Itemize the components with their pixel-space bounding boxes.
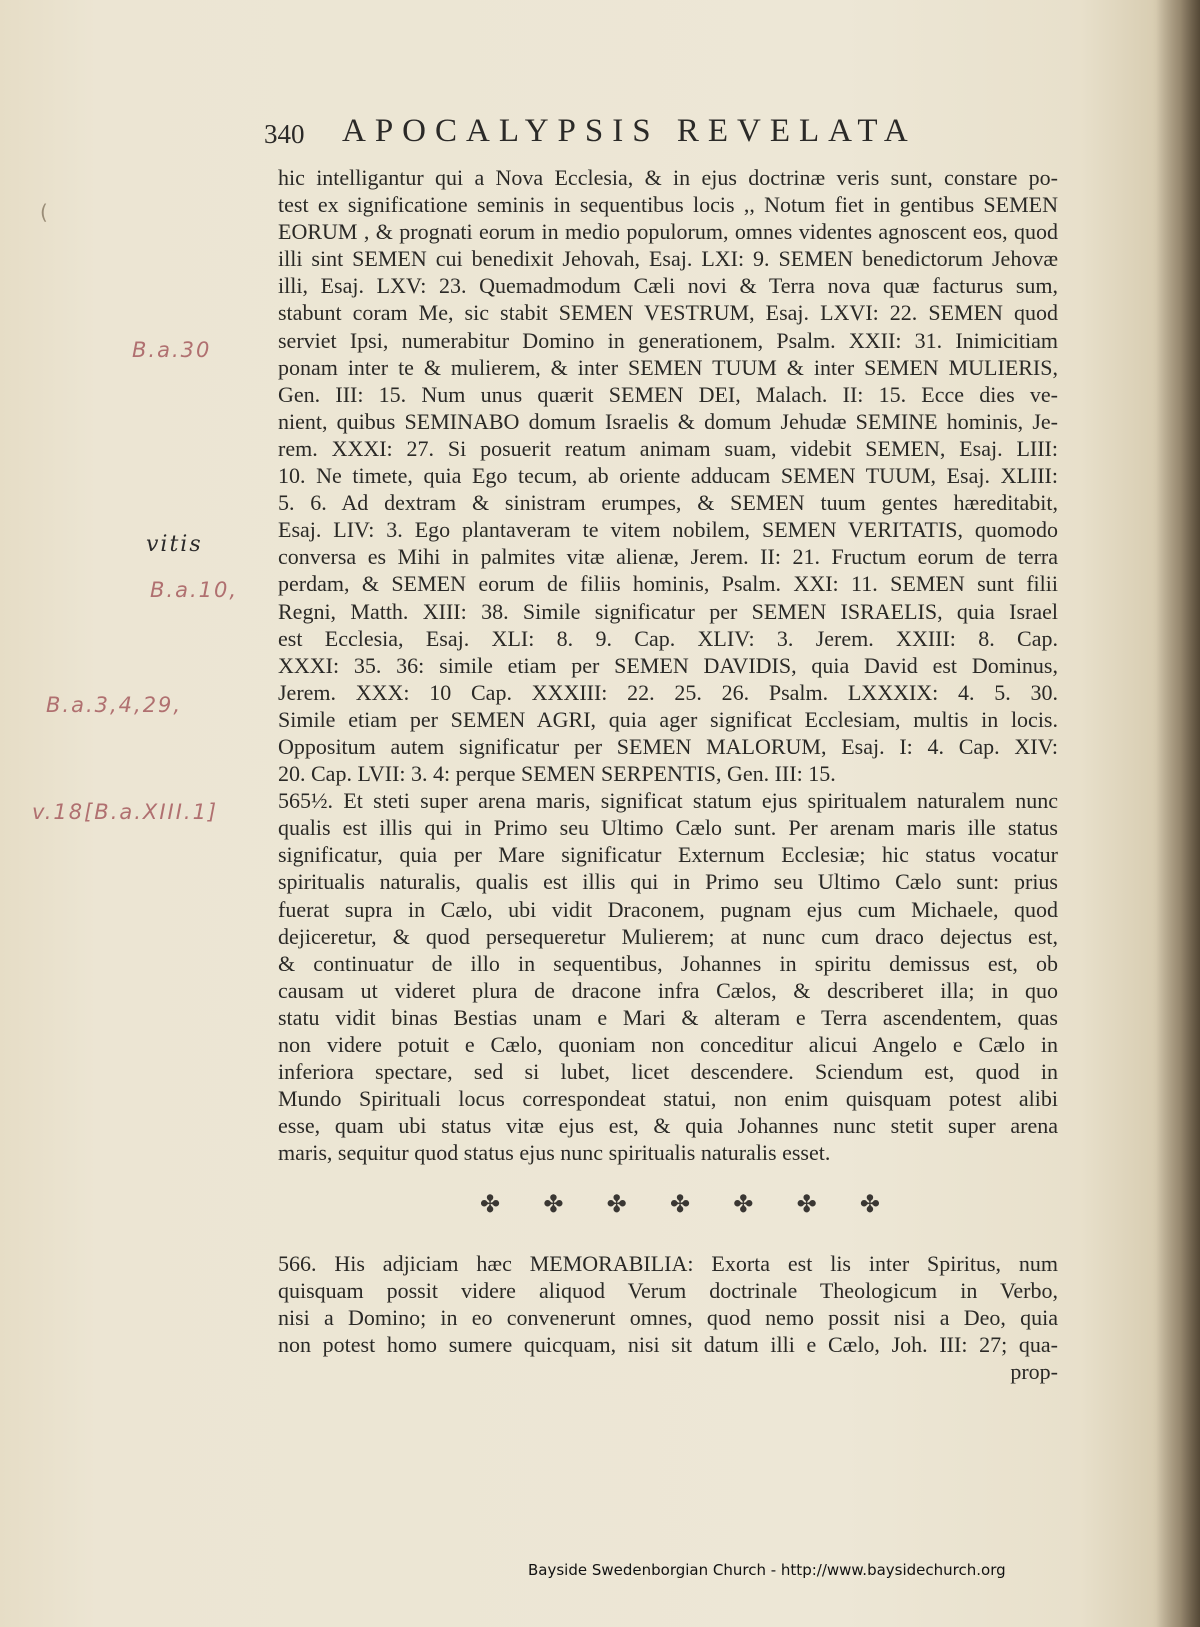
text-line: Oppositum autem significatur per SEMEN MALORUM, Esaj. I: 4. Cap. XIV: [278,733,1058,759]
text-line: inferiora spectare, sed si lubet, licet descendere. Sciendum est, quod in [278,1059,1058,1085]
text-line: Esaj. LIV: 3. Ego plantaveram te vitem nobilem, SEMEN VERITATIS, quomodo [278,517,1058,543]
text-line: dejiceretur, & quod persequeretur Mulierem; at nunc cum draco dejectus est, [278,923,1058,949]
text-line: & continuatur de illo in sequentibus, Johannes in spiritu demissus est, ob [278,950,1058,976]
page-number: 340 [264,119,305,149]
margin-note: v.18[B.a.XIII.1] [32,800,219,824]
watermark-footer: Bayside Swedenborgian Church - http://www.baysidechurch.org [528,1561,1006,1579]
text-line: Gen. III: 15. Num unus quærit SEMEN DEI, Malach. II: 15. Ecce dies ve- [278,381,1058,407]
text-line: 566. His adjiciam hæc MEMORABILIA: Exorta est lis inter Spiritus, num [278,1251,1058,1276]
text-line: ponam inter te & mulierem, & inter SEMEN TUUM & inter SEMEN MULIERIS, [278,354,1058,380]
text-line: conversa es Mihi in palmites vitæ alienæ, Jerem. II: 21. Fructum eorum de terra [278,544,1058,570]
text-line: stabunt coram Me, sic stabit SEMEN VESTRUM, Esaj. LXVI: 22. SEMEN quod [278,300,1058,326]
text-line: EORUM , & prognati eorum in medio populorum, omnes videntes agnoscent eos, quod [278,219,1058,245]
text-line: 10. Ne timete, quia Ego tecum, ab oriente adducam SEMEN TUUM, Esaj. XLIII: [278,463,1058,489]
text-line: illi, Esaj. LXV: 23. Quemadmodum Cæli novi & Terra nova quæ facturus sum, [278,273,1058,299]
fleuron-icon: ✤ [733,1192,754,1218]
fleuron-icon: ✤ [859,1192,880,1218]
pencil-mark: ( [40,200,48,224]
text-line: hic intelligantur qui a Nova Ecclesia, & in ejus doctrinæ veris sunt, constare po- [278,165,1058,190]
text-line: Jerem. XXX: 10 Cap. XXXIII: 22. 25. 26. Psalm. LXXXIX: 4. 5. 30. [278,679,1058,705]
binding-shadow [1156,0,1200,1627]
text-line: esse, quam ubi status vitæ ejus est, & quia Johannes nunc stetit super arena [278,1113,1058,1139]
text-line: causam ut videret plura de dracone infra Cælos, & describeret illa; in quo [278,977,1058,1003]
text-line: significatur, quia per Mare significatur Externum Ecclesiæ; hic status vocatur [278,842,1058,868]
paragraph-566 [278,1250,1058,1385]
ornament-divider [480,1190,880,1219]
margin-note: vitis [146,532,203,557]
book-title: APOCALYPSIS REVELATA [342,113,917,149]
text-line: Mundo Spirituali locus correspondeat statui, non enim quisquam potest alibi [278,1086,1058,1112]
margin-note: B.a.3,4,29, [46,693,183,717]
text-line: serviet Ipsi, numerabitur Domino in generationem, Psalm. XXII: 31. Inimicitiam [278,327,1058,353]
text-line: XXXI: 35. 36: simile etiam per SEMEN DAVIDIS, quia David est Dominus, [278,652,1058,678]
fleuron-icon: ✤ [606,1192,627,1218]
margin-note: B.a.30 [132,338,212,362]
fleuron-icon: ✤ [543,1192,564,1218]
text-line: Regni, Matth. XIII: 38. Simile significatur per SEMEN ISRAELIS, quia Israel [278,598,1058,624]
text-line: statu vidit binas Bestias unam e Mari & alteram e Terra ascendentem, quas [278,1004,1058,1030]
fleuron-icon: ✤ [669,1192,691,1218]
text-line: maris, sequitur quod status ejus nunc spiritualis naturalis esset. [278,1140,831,1166]
text-line: spiritualis naturalis, qualis est illis qui in Primo seu Ultimo Cælo sunt: prius [278,869,1058,895]
text-line: perdam, & SEMEN eorum de filiis hominis, Psalm. XXI: 11. SEMEN sunt filii [278,571,1058,597]
paragraph-565 [278,164,1058,1166]
text-line: test ex significatione seminis in sequentibus locis ,, Notum fiet in gentibus SEMEN [278,192,1058,218]
text-line: rem. XXXI: 27. Si posuerit reatum animam suam, videbit SEMEN, Esaj. LIII: [278,435,1058,461]
margin-note: B.a.10, [150,578,239,602]
running-head [264,113,1054,157]
text-line: illi sint SEMEN cui benedixit Jehovah, Esaj. LXI: 9. SEMEN benedictorum Jehovæ [278,246,1058,272]
text-line: est Ecclesia, Esaj. XLI: 8. 9. Cap. XLIV: 3. Jerem. XXIII: 8. Cap. [278,625,1058,651]
catchword: prop- [1010,1359,1058,1385]
text-line: 565½. Et steti super arena maris, significat statum ejus spiritualem naturalem nunc [278,788,1058,814]
text-line: Simile etiam per SEMEN AGRI, quia ager significat Ecclesiam, multis in locis. [278,706,1058,732]
text-line: quisquam possit videre aliquod Verum doctrinale Theologicum in Verbo, [278,1278,1058,1304]
text-line: 20. Cap. LVII: 3. 4: perque SEMEN SERPENTIS, Gen. III: 15. [278,761,836,787]
text-line: non videre potuit e Cælo, quoniam non conceditur alicui Angelo e Cælo in [278,1032,1058,1057]
fleuron-icon: ✤ [480,1192,501,1218]
text-line: non potest homo sumere quicquam, nisi sit datum illi e Cælo, Joh. III: 27; qua- [278,1332,1058,1358]
text-line: qualis est illis qui in Primo seu Ultimo Cælo sunt. Per arenam maris ille status [278,815,1058,841]
text-line: nisi a Domino; in eo convenerunt omnes, quod nemo possit nisi a Deo, quia [278,1305,1058,1331]
text-line: nient, quibus SEMINABO domum Israelis & domum Jehudæ SEMINE hominis, Je- [278,408,1058,434]
text-line: 5. 6. Ad dextram & sinistram erumpes, & SEMEN tuum gentes hæreditabit, [278,490,1058,516]
text-line: fuerat supra in Cælo, ubi vidit Draconem, pugnam ejus cum Michaele, quod [278,896,1058,922]
fleuron-icon: ✤ [796,1192,817,1218]
